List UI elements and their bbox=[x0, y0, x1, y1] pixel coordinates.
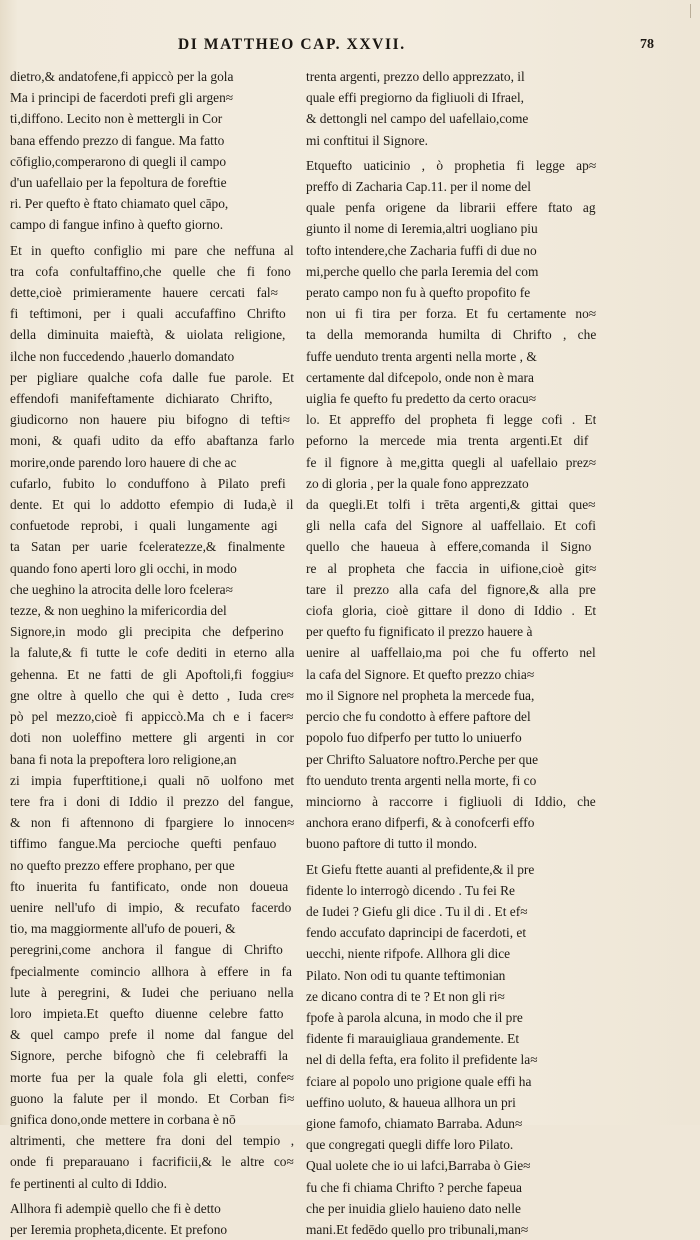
text-line: tere fra i doni di Iddio il prezzo del fangue, bbox=[10, 793, 294, 809]
text-line: uecchi, niente rifpofe. Allhora gli dice bbox=[306, 946, 511, 962]
text-line: uenire nell'ufo di impio, & recufato facerdo bbox=[10, 899, 292, 915]
text-line: campo di fangue infino à quefto giorno. bbox=[10, 217, 224, 233]
page-header bbox=[0, 36, 700, 62]
text-line: no quefto prezzo effere prophano, per que bbox=[10, 857, 235, 873]
text-line: ta Satan per uarie fceleratezze,& finalmente bbox=[10, 539, 285, 555]
paragraph bbox=[10, 66, 294, 236]
text-line: Signore, perche bifognò che fi celebraffi la bbox=[10, 1048, 288, 1064]
text-line: fpecialmente comincio allhora à effere in fa bbox=[10, 963, 292, 979]
text-line: nel di della fefta, era folito il prefidente la≈ bbox=[306, 1052, 538, 1068]
text-line: ti,diffono. Lecito non è mettergli in Cor bbox=[10, 111, 223, 127]
text-line: fu che fi chiama Chrifto ? perche fapeua bbox=[306, 1179, 522, 1195]
text-line: peforno la mercede mia trenta argenti.Et dif bbox=[306, 433, 589, 449]
text-line: quello che haueua à effere,comanda il Signo bbox=[306, 539, 592, 555]
text-line: bana fi nota la prepoftera loro religione,an bbox=[10, 751, 237, 767]
text-line: Allhora fi adempiè quello che fi è detto bbox=[10, 1200, 221, 1216]
paragraph bbox=[10, 1198, 294, 1240]
page-edge-mark bbox=[690, 4, 694, 18]
text-line: lute à peregrini, & Iudei che periuano nella bbox=[10, 984, 294, 1000]
text-line: fpofe à parola alcuna, in modo che il pre bbox=[306, 1009, 523, 1025]
text-line: peregrini,come anchora il fangue di Chrifto bbox=[10, 942, 283, 958]
text-line: non ui fi tira per forza. Et fu certamente no≈ bbox=[306, 306, 596, 322]
text-line: Pilato. Non odi tu quante teftimonian bbox=[306, 967, 506, 983]
text-line: uiglia fe quefto fu predetto da certo oracu≈ bbox=[306, 391, 537, 407]
text-line: gnifica dono,onde mettere in corbana è nō bbox=[10, 1111, 236, 1127]
text-line: Et in quefto configlio mi pare che neffuna al bbox=[10, 242, 294, 258]
text-line: tofto intendere,che Zacharia fuffi di due no bbox=[306, 242, 537, 258]
text-line: quale penfa origene da librarii effere ftato ag bbox=[306, 200, 596, 216]
text-line: altrimenti, che mettere fra doni del tempio , bbox=[10, 1133, 294, 1149]
text-line: & dettongli nel campo del uafellaio,come bbox=[306, 111, 529, 127]
text-line: percio che fu condotto à effere paftore del bbox=[306, 709, 531, 725]
text-line: ri. Per quefto è ftato chiamato quel cāpo, bbox=[10, 196, 229, 212]
text-line: che ueghino la atrocita delle loro fcelera≈ bbox=[10, 581, 233, 597]
text-line: certamente dal difcepolo, onde non è mara bbox=[306, 369, 534, 385]
text-line: ciofa gloria, cioè gittare il dono di Iddio . Et bbox=[306, 603, 596, 619]
text-line: que congregati quegli diffe loro Pilato. bbox=[306, 1137, 514, 1153]
text-line: lo. Et appreffo del propheta fi legge cofi . Et bbox=[306, 412, 596, 428]
text-line: guono la falute per il mondo. Et Corban fi≈ bbox=[10, 1090, 294, 1106]
text-line: ueffino uoluto, & haueua allhora un pri bbox=[306, 1094, 516, 1110]
text-line: zo di gloria , per la quale fono apprezzato bbox=[306, 475, 529, 491]
text-line: la cafa del Signore. Et quefto prezzo chia≈ bbox=[306, 666, 535, 682]
running-title: DI MATTHEO CAP. XXVII. bbox=[178, 36, 406, 53]
text-line: gne oltre à quello che qui è detto , Iuda cre≈ bbox=[10, 687, 294, 703]
text-line: minciorno à raccorre i figliuoli di Iddio, che bbox=[306, 793, 596, 809]
text-line: pò pel mezzo,cioè fi appiccò.Ma ch e i facer≈ bbox=[10, 709, 294, 725]
text-line: per quefto fu fignificato il prezzo hauere à bbox=[306, 624, 533, 640]
text-line: ze dicano contra di te ? Et non gli ri≈ bbox=[306, 988, 505, 1004]
text-line: trenta argenti, prezzo dello apprezzato, il bbox=[306, 69, 525, 84]
text-line: Qual uolete che io ui lafci,Barraba ò Gie≈ bbox=[306, 1158, 531, 1174]
text-line: giudicorno non hauere piu bifogno di tefti≈ bbox=[10, 412, 290, 428]
text-line: mo il Signore nel propheta la mercede fua, bbox=[306, 687, 535, 703]
text-line: per Chrifto Saluatore noftro.Perche per que bbox=[306, 751, 539, 767]
text-line: fto inuerita fu fantificato, onde non doueua bbox=[10, 878, 289, 894]
text-line: la falute,& fi tutte le cofe dediti in eterno alla bbox=[10, 645, 294, 661]
text-line: quale effi pregiorno da figliuoli di Ifrael, bbox=[306, 90, 525, 106]
text-line: giunto il nome di Ieremia,altri uogliano piu bbox=[306, 221, 538, 237]
text-line: per Ieremia propheta,dicente. Et prefono bbox=[10, 1221, 228, 1237]
paragraph bbox=[306, 66, 596, 151]
text-line: tezze, & non ueghino la mifericordia del bbox=[10, 603, 227, 619]
paragraph bbox=[306, 155, 596, 855]
text-line: fciare al popolo uno prigione quale effi ha bbox=[306, 1073, 532, 1089]
text-line: della diminuita maieftà, & uiolata religione, bbox=[10, 327, 286, 343]
paragraph bbox=[10, 240, 294, 1194]
text-line: dette,cioè primieramente hauere cercati fal≈ bbox=[10, 285, 278, 301]
text-line: Ma i principi de facerdoti prefi gli argen≈ bbox=[10, 90, 234, 106]
text-line: Etquefto uaticinio , ò prophetia fi legge ap≈ bbox=[306, 157, 596, 173]
text-line: re al propheta che faccia in uifione,cioè git≈ bbox=[306, 560, 596, 576]
text-line: preffo di Zacharia Cap.11. per il nome del bbox=[306, 179, 531, 195]
text-line: & quel campo prefe il nome dal fangue del bbox=[10, 1027, 294, 1043]
text-line: effendofi manifeftamente dichiarato Chrifto, bbox=[10, 391, 273, 407]
paragraph bbox=[306, 859, 596, 1240]
text-line: dente. Et qui lo addotto efempio di Iuda,è il bbox=[10, 497, 294, 513]
text-line: fe il fignore à me,gitta quegli al uafellaio prez≈ bbox=[306, 454, 596, 470]
text-line: confuetode reprobi, i quali lungamente agi bbox=[10, 518, 278, 534]
text-line: fi teftimoni, per i quali accufaffino Chrifto bbox=[10, 306, 286, 322]
text-line: ilche non fuccedendo ,hauerlo domandato bbox=[10, 348, 235, 364]
text-line: quando fono aperti loro gli occhi, in modo bbox=[10, 560, 237, 576]
text-line: ta della memoranda humilta di Chrifto , che bbox=[306, 327, 596, 343]
text-line: tio, ma maggiormente all'ufo de poueri, & bbox=[10, 921, 236, 937]
text-line: perato campo non fu à quefto propofito fe bbox=[306, 285, 531, 301]
text-line: moni, & quafi udito da effo abaftanza farlo bbox=[10, 433, 294, 449]
text-line: gehenna. Et ne fatti de gli Apoftoli,fi foggiu≈ bbox=[10, 666, 294, 682]
text-line: tra cofa confultaffino,che quelle che fi fono bbox=[10, 263, 291, 279]
text-line: Et Giefu ftette auanti al prefidente,& il pre bbox=[306, 861, 535, 877]
text-line: zi impia fuperftitione,i quali nō uolfono met bbox=[10, 772, 294, 788]
text-line: fendo accufato daprincipi de facerdoti, et bbox=[306, 925, 527, 941]
text-line: uenire al uaffellaio,ma poi che fu offerto nel bbox=[306, 645, 596, 661]
text-line: gione famofo, chiamato Barraba. Adun≈ bbox=[306, 1115, 523, 1131]
text-line: & non fi aftennono di fpargiere lo innocen≈ bbox=[10, 815, 294, 831]
text-line: morire,onde parendo loro hauere di che ac bbox=[10, 454, 237, 470]
text-line: anchora erano difperfi, & à conofcerfi effo bbox=[306, 815, 535, 831]
text-line: tiffimo fangue.Ma percioche quefti penfauo bbox=[10, 836, 277, 852]
text-line: mi conftitui il Signore. bbox=[306, 132, 428, 148]
text-line: mi,perche quello che parla Ieremia del com bbox=[306, 263, 539, 279]
page-number: 78 bbox=[640, 37, 654, 52]
text-line: che per inuidia glielo hauieno dato nelle bbox=[306, 1200, 521, 1216]
text-line: fe pertinenti al culto di Iddio. bbox=[10, 1175, 167, 1191]
text-line: Signore,in modo gli precipita che defperino bbox=[10, 624, 284, 640]
text-line: mani.Et fedēdo quello pro tribunali,man≈ bbox=[306, 1221, 529, 1237]
text-line: popolo fuo difperfo per tutto lo uniuerfo bbox=[306, 730, 522, 746]
text-line: da quegli.Et tolfi i trēta argenti,& gittai que≈ bbox=[306, 497, 596, 513]
text-line: doti non uoleffino mettere gli argenti in cor bbox=[10, 730, 294, 746]
text-line: cōfiglio,comperarono di quegli il campo bbox=[10, 153, 227, 169]
text-line: per pigliare qualche cofa dalle fue parole. Et bbox=[10, 369, 294, 385]
text-column-right bbox=[306, 66, 596, 1240]
text-line: fuffe uenduto trenta argenti nella morte , & bbox=[306, 348, 537, 364]
text-line: de Iudei ? Giefu gli dice . Tu il di . Et ef≈ bbox=[306, 903, 528, 919]
text-line: fidente fi marauigliaua grandemente. Et bbox=[306, 1031, 520, 1047]
text-line: fto uenduto trenta argenti nella morte, fi co bbox=[306, 772, 537, 788]
text-line: onde fi preparauano i facrificii,& le altre co≈ bbox=[10, 1154, 294, 1170]
text-column-left bbox=[10, 66, 294, 1240]
text-line: cufarlo, fubito lo conduffono à Pilato prefi bbox=[10, 475, 286, 491]
text-line: morte fua per la quale fola gli eletti, confe≈ bbox=[10, 1069, 294, 1085]
text-line: dietro,& andatofene,fi appiccò per la gola bbox=[10, 69, 234, 84]
text-line: tare il prezzo alla cafa del fignore,& alla pre bbox=[306, 581, 596, 597]
text-line: fidente lo interrogò dicendo . Tu fei Re bbox=[306, 882, 516, 898]
text-line: bana effendo prezzo di fangue. Ma fatto bbox=[10, 132, 225, 148]
text-line: buono paftore di tutto il mondo. bbox=[306, 836, 478, 852]
text-line: d'un uafellaio per la fepoltura de foreftie bbox=[10, 175, 227, 191]
text-line: gli nella cafa del Signore al uaffellaio. Et cofi bbox=[306, 518, 596, 534]
text-line: loro impieta.Et quefto diuenne celebre fatto bbox=[10, 1005, 284, 1021]
